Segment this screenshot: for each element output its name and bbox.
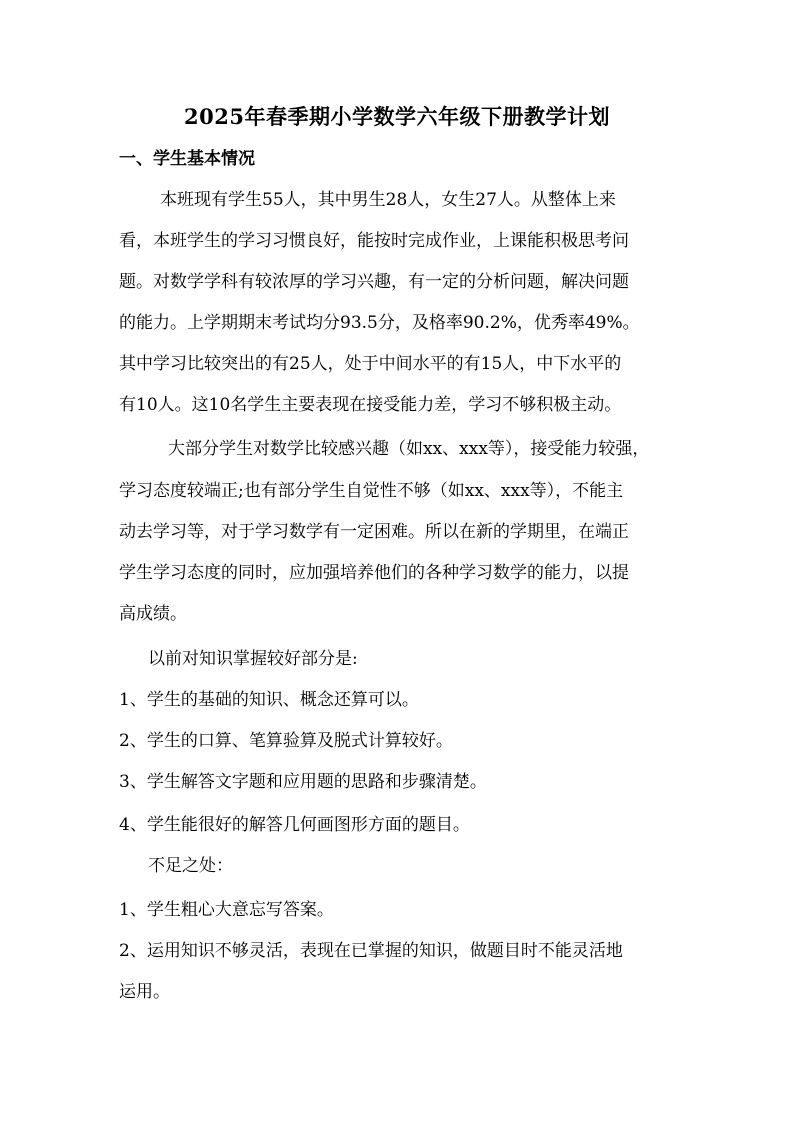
paragraph-1-line-5: 其中学习比较突出的有25人，处于中间水平的有15人，中下水平的 bbox=[119, 354, 622, 374]
paragraph-1-line-6: 有10人。这10名学生主要表现在接受能力差，学习不够积极主动。 bbox=[119, 395, 622, 415]
paragraph-1-line-3: 题。对数学学科有较浓厚的学习兴趣，有一定的分析问题，解决问题 bbox=[119, 272, 629, 292]
paragraph-2-line-2: 学习态度较端正;也有部分学生自觉性不够（如xx、xxx等），不能主 bbox=[119, 481, 624, 501]
section-heading-student-situation: 一、学生基本情况 bbox=[119, 149, 255, 169]
strength-item-4: 4、学生能很好的解答几何画图形方面的题目。 bbox=[119, 815, 470, 835]
strength-item-2: 2、学生的口算、笔算验算及脱式计算较好。 bbox=[119, 731, 453, 751]
weakness-item-2-line-1: 2、运用知识不够灵活，表现在已掌握的知识，做题目时不能灵活地 bbox=[119, 941, 623, 961]
strength-item-3: 3、学生解答文字题和应用题的思路和步骤清楚。 bbox=[119, 772, 487, 792]
weakness-item-2-line-2: 运用。 bbox=[119, 982, 170, 1002]
weaknesses-intro: 不足之处： bbox=[148, 856, 233, 876]
strength-item-1: 1、学生的基础的知识、概念还算可以。 bbox=[119, 690, 419, 710]
strengths-intro: 以前对知识掌握较好部分是: bbox=[148, 649, 358, 669]
paragraph-2-line-5: 高成绩。 bbox=[119, 604, 187, 624]
paragraph-1-line-1: 本班现有学生55人，其中男生28人，女生27人。从整体上来 bbox=[160, 190, 616, 210]
paragraph-2-line-4: 学生学习态度的同时，应加强培养他们的各种学习数学的能力，以提 bbox=[119, 563, 629, 583]
paragraph-2-line-3: 动去学习等，对于学习数学有一定困难。所以在新的学期里，在端正 bbox=[119, 522, 629, 542]
document-title: 2025年春季期小学数学六年级下册教学计划 bbox=[184, 104, 610, 129]
paragraph-2-line-1: 大部分学生对数学比较感兴趣（如xx、xxx等），接受能力较强， bbox=[168, 439, 650, 459]
weakness-item-1: 1、学生粗心大意忘写答案。 bbox=[119, 900, 334, 920]
paragraph-1-line-4: 的能力。上学期期末考试均分93.5分，及格率90.2%，优秀率49%。 bbox=[119, 313, 640, 333]
paragraph-1-line-2: 看，本班学生的学习习惯良好，能按时完成作业，上课能积极思考问 bbox=[119, 231, 629, 251]
